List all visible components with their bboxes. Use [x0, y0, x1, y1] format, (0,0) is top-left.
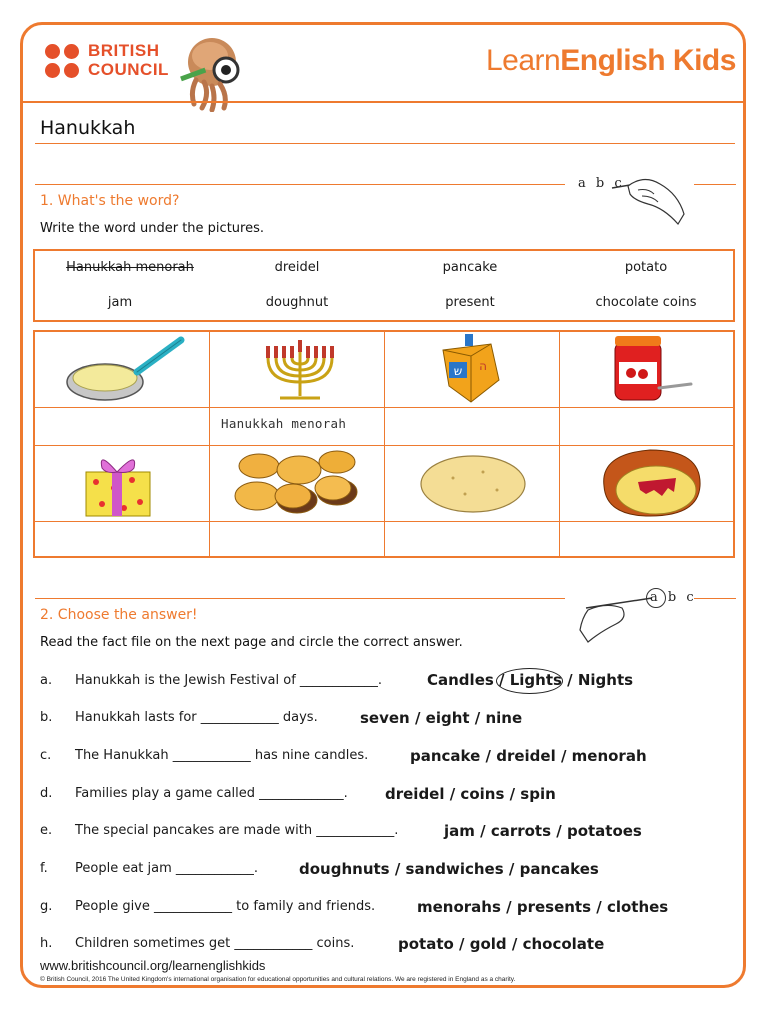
- abc-circle: [646, 588, 666, 608]
- question-options: potato / gold / chocolate: [398, 935, 605, 953]
- question-options: seven / eight / nine: [360, 709, 523, 727]
- page-title: Hanukkah: [40, 117, 136, 139]
- question-options: doughnuts / sandwiches / pancakes: [299, 860, 599, 878]
- question-text: The Hanukkah ____________ has nine candles.: [75, 748, 369, 763]
- dreidel-icon: [435, 334, 509, 404]
- potato-icon: [413, 448, 533, 518]
- brand-english-kids: English Kids: [560, 44, 736, 77]
- grid-line: [559, 332, 560, 556]
- footer-copyright: © British Council, 2016 The United Kingdom's international organisation for educational opportunities and cultural relations. We are registered in England as a charity.: [40, 976, 516, 983]
- word-bank-item: dreidel: [274, 260, 320, 275]
- svg-text:ה: ה: [479, 359, 487, 373]
- pancake-pan-icon: [63, 336, 188, 404]
- logo-line-2: COUNCIL: [88, 60, 169, 79]
- question-text: Families play a game called _____________.: [75, 786, 348, 801]
- question-options: pancake / dreidel / menorah: [410, 747, 647, 765]
- question-letter: b.: [40, 710, 53, 725]
- word-bank-item: jam: [107, 295, 133, 310]
- question-letter: h.: [40, 936, 53, 951]
- example-answer-circle: [496, 668, 563, 694]
- question-text: People eat jam ____________.: [75, 861, 259, 876]
- mascot-icon: [176, 32, 252, 112]
- question-text: Children sometimes get ____________ coins.: [75, 936, 355, 951]
- question-letter: c.: [40, 748, 52, 763]
- section2-instruction: Read the fact file on the next page and circle the correct answer.: [40, 635, 463, 650]
- question-text: Hanukkah is the Jewish Festival of ____________.: [75, 673, 383, 688]
- example-answer: Hanukkah menorah: [221, 416, 347, 431]
- question-letter: d.: [40, 786, 53, 801]
- logo-line-1: BRITISH: [88, 41, 160, 60]
- grid-line: [209, 332, 210, 556]
- word-bank-item: present: [445, 295, 495, 310]
- section1-instruction: Write the word under the pictures.: [40, 221, 264, 236]
- menorah-icon: [260, 338, 340, 404]
- doughnut-icon: [590, 446, 710, 520]
- svg-text:ש: ש: [453, 364, 463, 378]
- question-text: People give ____________ to family and friends.: [75, 899, 376, 914]
- grid-line: [384, 332, 385, 556]
- footer-url[interactable]: www.britishcouncil.org/learnenglishkids: [40, 958, 266, 973]
- jam-jar-icon: [607, 334, 697, 404]
- word-bank: [33, 249, 735, 322]
- section1-title: 1. What's the word?: [40, 193, 180, 209]
- question-letter: e.: [40, 823, 53, 838]
- brand-learn: Learn: [486, 44, 561, 77]
- question-text: The special pancakes are made with ____________.: [75, 823, 399, 838]
- british-council-logo-text: [88, 41, 169, 79]
- section2-title: 2. Choose the answer!: [40, 607, 198, 623]
- section2-rule-left: [35, 598, 565, 599]
- abc-label: a b c: [650, 590, 697, 605]
- grid-line: [35, 407, 733, 408]
- question-text: Hanukkah lasts for ____________ days.: [75, 710, 318, 725]
- section2-rule-right: [694, 598, 736, 599]
- abc-label: a b c: [578, 176, 625, 191]
- question-options: menorahs / presents / clothes: [417, 898, 669, 916]
- learnenglish-kids-logo: [486, 44, 736, 78]
- word-bank-item: chocolate coins: [595, 295, 697, 310]
- word-bank-item: Hanukkah menorah: [66, 260, 194, 275]
- header-divider: [22, 101, 744, 103]
- word-bank-item: doughnut: [265, 295, 329, 310]
- section1-rule-left: [35, 184, 565, 185]
- word-bank-item: potato: [624, 260, 668, 275]
- question-options: Candles / Lights / Nights: [427, 671, 634, 689]
- chocolate-coins-icon: [233, 448, 363, 518]
- question-letter: a.: [40, 673, 53, 688]
- section1-rule-right: [694, 184, 736, 185]
- british-council-logo-icon: [45, 44, 81, 80]
- writing-hand-icon: [608, 168, 688, 228]
- picture-grid: [33, 330, 735, 558]
- question-letter: f.: [40, 861, 48, 876]
- question-letter: g.: [40, 899, 53, 914]
- grid-line: [35, 521, 733, 522]
- word-bank-item: pancake: [442, 260, 498, 275]
- question-options: dreidel / coins / spin: [385, 785, 556, 803]
- present-icon: [80, 448, 160, 518]
- writing-hand-icon: [576, 588, 656, 644]
- title-underline: [35, 143, 735, 144]
- question-options: jam / carrots / potatoes: [444, 822, 642, 840]
